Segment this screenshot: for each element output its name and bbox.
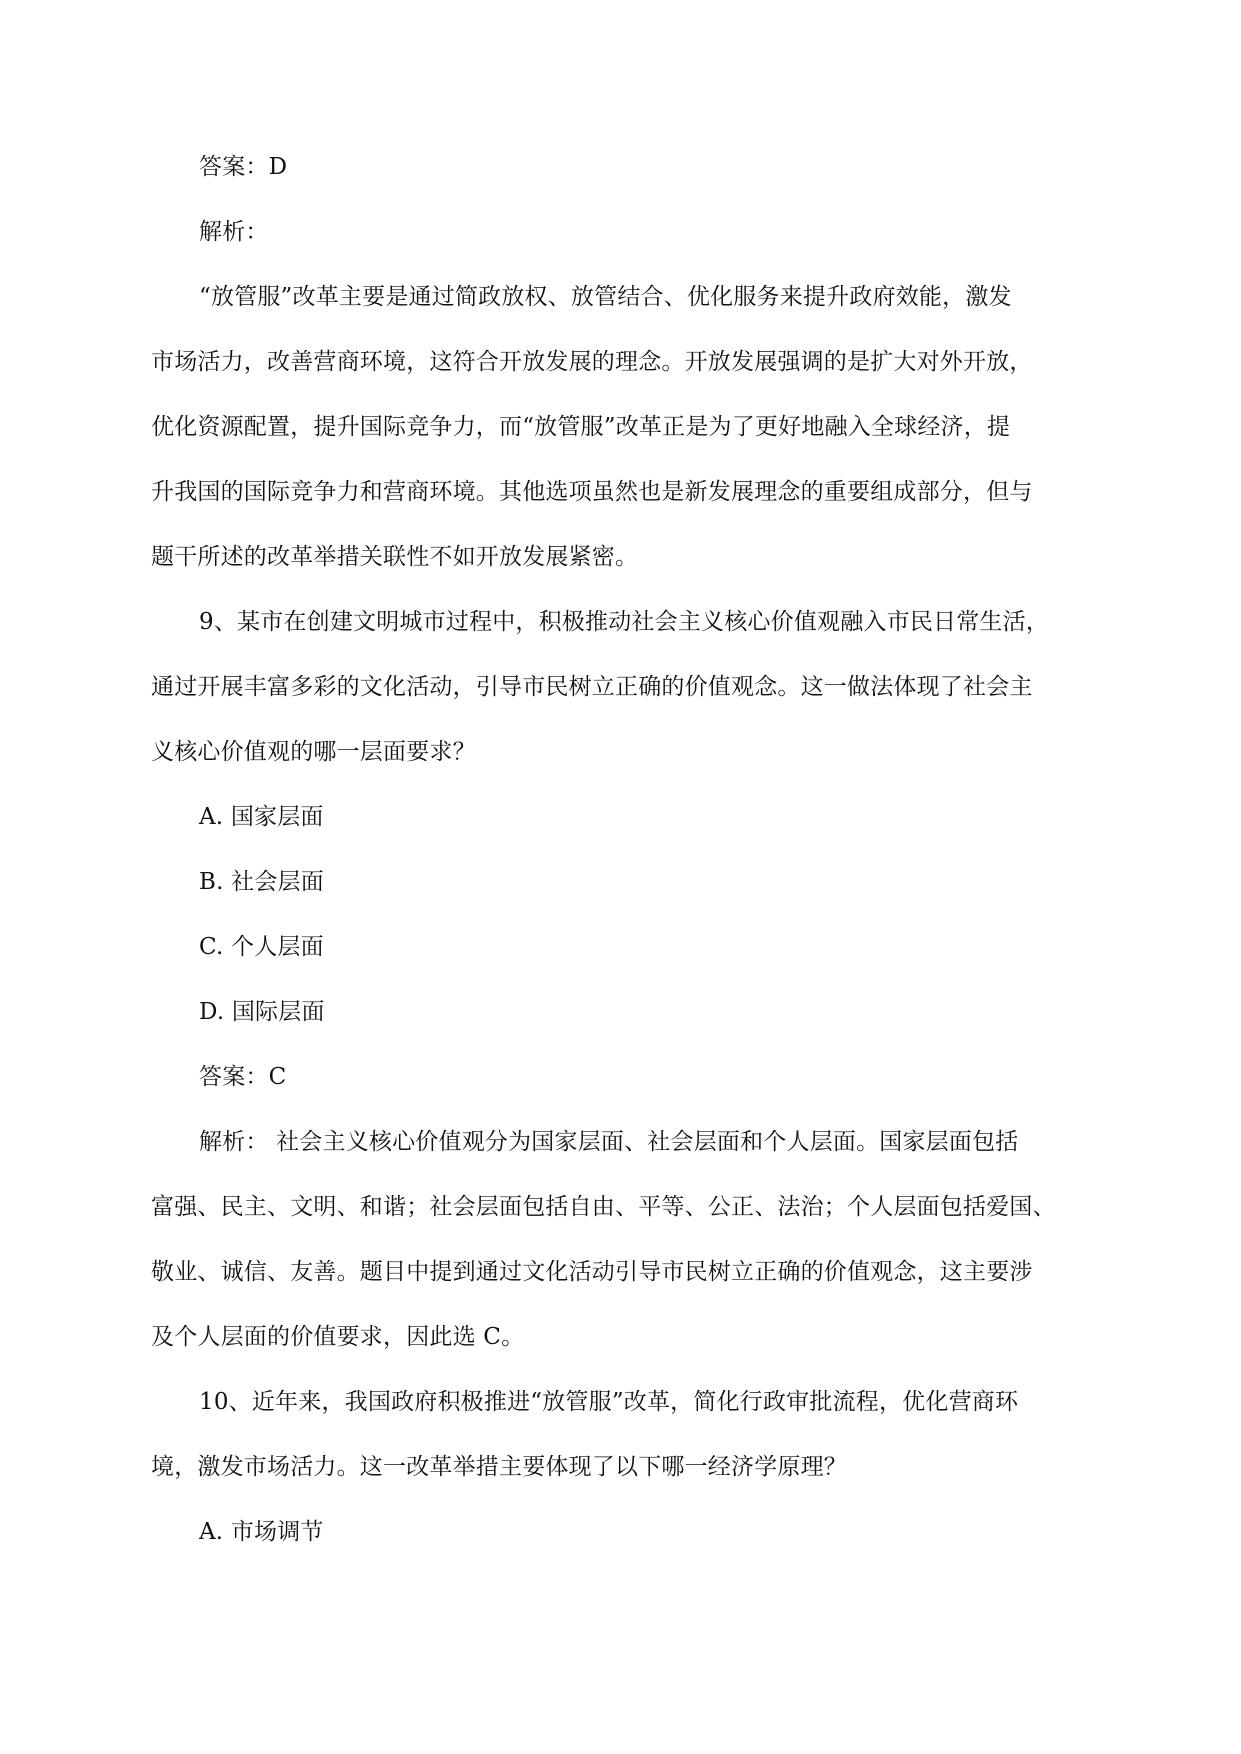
q9-analysis-line: 富强、民主、文明、和谐；社会层面包括自由、平等、公正、法治；个人层面包括爱国、 xyxy=(151,1194,1056,1220)
q9-analysis-line: 解析： 社会主义核心价值观分为国家层面、社会层面和个人层面。国家层面包括 xyxy=(199,1129,1019,1155)
q8-answer: 答案：D xyxy=(199,154,288,180)
q8-analysis-line: 题干所述的改革举措关联性不如开放发展紧密。 xyxy=(151,544,639,570)
q10-option-a: A. 市场调节 xyxy=(199,1519,324,1545)
q9-analysis-line: 敬业、诚信、友善。题目中提到通过文化活动引导市民树立正确的价值观念，这主要涉 xyxy=(151,1259,1033,1285)
q9-analysis-line: 及个人层面的价值要求，因此选 C。 xyxy=(151,1324,525,1350)
q9-option-c: C. 个人层面 xyxy=(199,934,324,960)
q9-answer: 答案：C xyxy=(199,1064,287,1090)
q9-question-line: 9、某市在创建文明城市过程中，积极推动社会主义核心价值观融入市民日常生活， xyxy=(199,609,1050,635)
q9-option-a: A. 国家层面 xyxy=(199,804,324,830)
q8-analysis-label: 解析： xyxy=(199,219,269,245)
q8-analysis-line: 优化资源配置，提升国际竞争力，而“放管服”改革正是为了更好地融入全球经济，提 xyxy=(151,414,1011,440)
q10-question-line: 境，激发市场活力。这一改革举措主要体现了以下哪一经济学原理？ xyxy=(151,1454,847,1480)
q8-analysis-line: “放管服”改革主要是通过简政放权、放管结合、优化服务来提升政府效能，激发 xyxy=(199,284,1012,310)
q8-analysis-line: 升我国的国际竞争力和营商环境。其他选项虽然也是新发展理念的重要组成部分，但与 xyxy=(151,479,1033,505)
q9-option-d: D. 国际层面 xyxy=(199,999,325,1025)
q9-option-b: B. 社会层面 xyxy=(199,869,324,895)
q8-analysis-line: 市场活力，改善营商环境，这符合开放发展的理念。开放发展强调的是扩大对外开放， xyxy=(151,349,1033,375)
q10-question-line: 10、近年来，我国政府积极推进“放管服”改革，简化行政审批流程，优化营商环 xyxy=(199,1389,1019,1415)
q9-question-line: 义核心价值观的哪一层面要求？ xyxy=(151,739,476,765)
q9-question-line: 通过开展丰富多彩的文化活动，引导市民树立正确的价值观念。这一做法体现了社会主 xyxy=(151,674,1033,700)
